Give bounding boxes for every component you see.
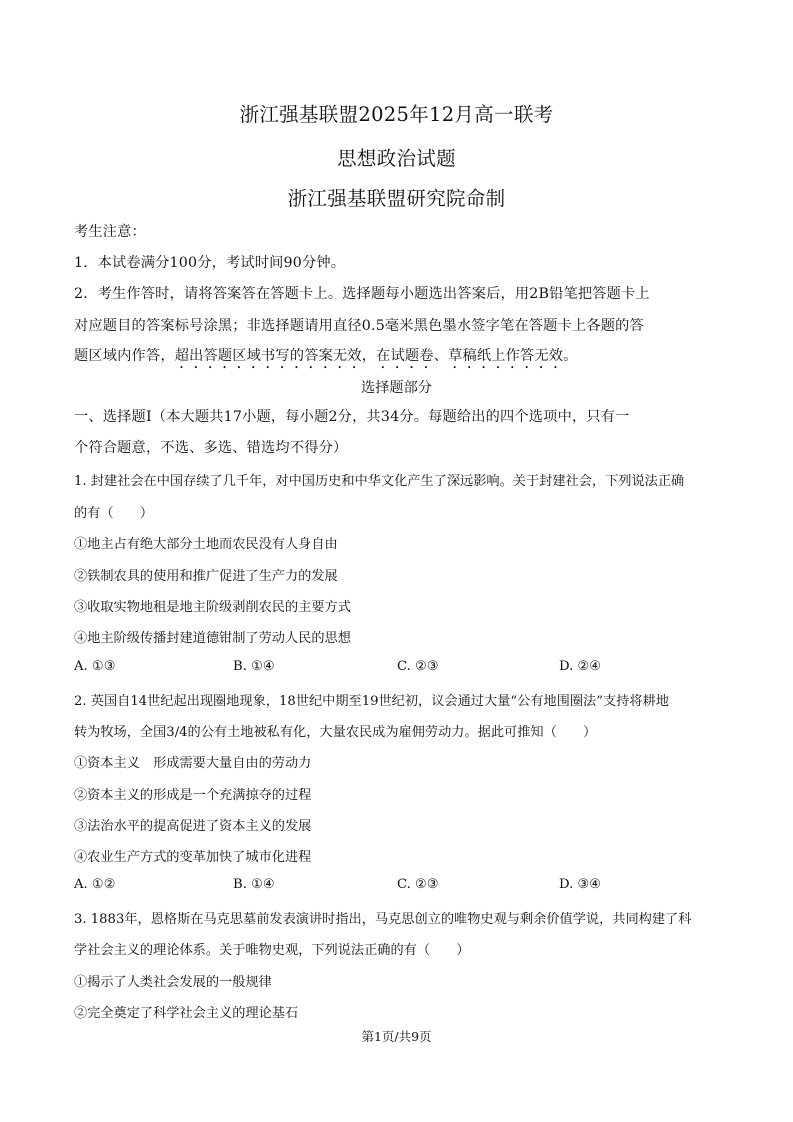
q3-statement-1: ①揭示了人类社会发展的一般规律 — [74, 975, 272, 990]
notice-plain-text: 题区域内作答， — [74, 348, 175, 364]
q3-stem-line-1: 3. 1883年，恩格斯在马克思墓前发表演讲时指出，马克思创立的唯物史观与剩余价值学说，共同构建了科 — [74, 912, 692, 927]
part-instructions-line-1: 一、选择题Ⅰ（本大题共17小题，每小题2分，共34分。每题给出的四个选项中，只有一 — [74, 409, 630, 425]
notice-item-1: 1．本试卷满分100分，考试时间90分钟。 — [74, 255, 346, 271]
exam-author: 浙江强基联盟研究院命制 — [287, 187, 506, 210]
q2-option-a: A. ①② — [74, 877, 116, 892]
q1-option-d: D. ②④ — [559, 659, 602, 674]
exam-subject: 思想政治试题 — [337, 147, 456, 170]
q1-statement-3: ③收取实物地租是地主阶级剥削农民的主要方式 — [74, 600, 351, 615]
q2-statement-3: ③法治水平的提高促进了资本主义的发展 — [74, 819, 312, 834]
q1-stem-line-2: 的有（ ） — [74, 506, 154, 521]
notice-end-punct: 。 — [563, 348, 578, 364]
q1-option-b: B. ①④ — [233, 659, 275, 674]
q1-statement-2: ②铁制农具的使用和推广促进了生产力的发展 — [74, 569, 338, 584]
q2-statement-4: ④农业生产方式的变革加快了城市化进程 — [74, 850, 312, 865]
notice-heading: 考生注意： — [74, 224, 146, 240]
q1-option-c: C. ②③ — [397, 659, 439, 674]
notice-emphasized-text: 超出答题区域书写的答案无效，在试题卷、草稿纸上作答无效 — [174, 348, 564, 364]
q2-option-c: C. ②③ — [397, 877, 439, 892]
notice-item-2-line-2: 对应题目的答案标号涂黑；非选择题请用直径0.5毫米黑色墨水签字笔在答题卡上各题的答 — [74, 318, 644, 334]
part-instructions-line-2: 个符合题意，不选、多选、错选均不得分） — [74, 440, 348, 456]
q2-stem-line-2: 转为牧场，全国3/4的公有土地被私有化，大量农民成为雇佣劳动力。据此可推知（ ） — [74, 725, 597, 740]
q3-stem-line-2: 学社会主义的理论体系。关于唯物史观，下列说法正确的有（ ） — [74, 943, 470, 958]
q1-option-a: A. ①③ — [74, 659, 116, 674]
q3-statement-2: ②完全奠定了科学社会主义的理论基石 — [74, 1006, 299, 1021]
q1-stem-line-1: 1. 封建社会在中国存续了几千年，对中国历史和中华文化产生了深远影响。关于封建社会，下列说法正确 — [74, 474, 685, 489]
q1-statement-1: ①地主占有绝大部分土地而农民没有人身自由 — [74, 537, 338, 552]
notice-item-2-line-3 — [74, 345, 578, 372]
q2-statement-1: ①资本主义 形成需要大量自由的劳动力 — [74, 756, 312, 771]
q2-stem-line-1: 2. 英国自14世纪起出现圈地现象，18世纪中期至19世纪初，议会通过大量“公有地围圈法”支持将耕地 — [74, 694, 669, 709]
page-number: 第1页/共9页 — [361, 1029, 432, 1044]
q2-option-b: B. ①④ — [233, 877, 275, 892]
q2-statement-2: ②资本主义的形成是一个充满掠夺的过程 — [74, 788, 312, 803]
q2-option-d: D. ③④ — [559, 877, 602, 892]
q1-statement-4: ④地主阶级传播封建道德钳制了劳动人民的思想 — [74, 631, 351, 646]
section-title: 选择题部分 — [361, 380, 432, 396]
notice-item-2-line-1: 2．考生作答时，请将答案答在答题卡上。选择题每小题选出答案后，用2B铅笔把答题卡上 — [74, 286, 650, 302]
exam-title: 浙江强基联盟2025年12月高一联考 — [239, 103, 554, 126]
